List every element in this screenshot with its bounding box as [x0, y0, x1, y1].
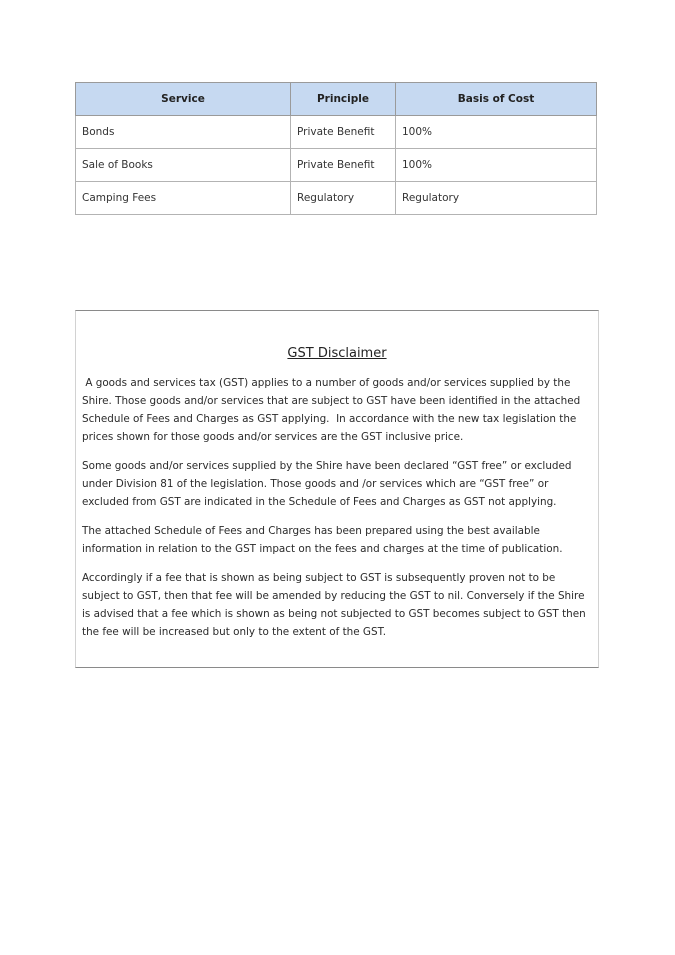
table-header-row: [76, 83, 597, 116]
header-basis-of-cost: Basis of Cost: [396, 83, 597, 116]
cell-basis-of-cost: 100%: [396, 149, 597, 182]
disclaimer-paragraph: Accordingly if a fee that is shown as being subject to GST is subsequently proven not to be subject to GST, then that fee will be amended by reducing the GST to nil. Conversely if the Shire is advised that a fee which is shown as being not subjected to GST becomes subject to GST then the fee will be increased but only to the extent of the GST.: [82, 572, 586, 638]
disclaimer-title: GST Disclaimer: [287, 346, 387, 361]
cell-principle: Private Benefit: [291, 116, 396, 149]
gst-disclaimer-box: [75, 310, 599, 668]
cell-service: Camping Fees: [76, 182, 291, 215]
disclaimer-paragraph: The attached Schedule of Fees and Charges has been prepared using the best available information in relation to the GST impact on the fees and charges at the time of publication.: [82, 525, 563, 555]
header-service: Service: [76, 83, 291, 116]
cell-principle: Regulatory: [291, 182, 396, 215]
disclaimer-paragraph: Some goods and/or services supplied by the Shire have been declared “GST free” or excluded under Division 81 of the legislation. Those goods and /or services which are “GST free” or excluded from GST are indicated in the Schedule of Fees and Charges as GST not applying.: [82, 460, 572, 508]
cell-principle: Private Benefit: [291, 149, 396, 182]
table-row: [76, 182, 597, 215]
table-row: [76, 149, 597, 182]
fees-table: [75, 82, 597, 215]
header-principle: Principle: [291, 83, 396, 116]
disclaimer-paragraph: A goods and services tax (GST) applies to a number of goods and/or services supplied by the Shire. Those goods and/or services that are subject to GST have been identified in the attached Schedule of Fees and Charges as GST applying. In accordance with the new tax legislation the prices shown for those goods and/or services are the GST inclusive price.: [82, 377, 584, 443]
cell-basis-of-cost: 100%: [396, 116, 597, 149]
cell-basis-of-cost: Regulatory: [396, 182, 597, 215]
cell-service: Bonds: [76, 116, 291, 149]
cell-service: Sale of Books: [76, 149, 291, 182]
table-row: [76, 116, 597, 149]
